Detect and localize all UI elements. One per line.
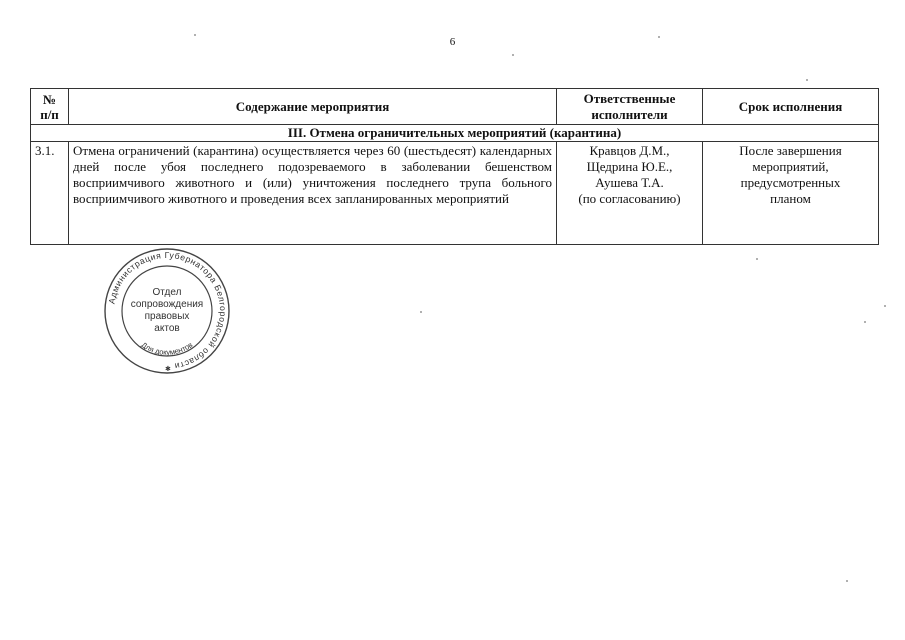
table-row bbox=[31, 142, 879, 245]
scan-dot bbox=[884, 305, 886, 307]
scan-dot bbox=[806, 79, 808, 81]
row-num: 3.1. bbox=[31, 142, 69, 245]
section-row bbox=[31, 125, 879, 142]
term-line: планом bbox=[770, 191, 811, 206]
stamp-star-icon: ✱ bbox=[165, 365, 171, 373]
stamp-center-line: актов bbox=[154, 323, 180, 334]
term-line: предусмотренных bbox=[740, 175, 841, 190]
scan-dot bbox=[864, 321, 866, 323]
header-responsible bbox=[557, 89, 703, 125]
scan-dot bbox=[658, 36, 660, 38]
scan-dot bbox=[194, 34, 196, 36]
row-responsible bbox=[557, 142, 703, 245]
scan-dot bbox=[512, 54, 514, 56]
row-term bbox=[703, 142, 879, 245]
section-title: III. Отмена ограничительных мероприятий (карантина) bbox=[31, 125, 879, 142]
stamp-center-line: правовых bbox=[144, 311, 190, 322]
header-num-line-2: п/п bbox=[40, 106, 59, 122]
header-responsible-line-2: исполнители bbox=[591, 106, 668, 122]
stamp-center-line: сопровождения bbox=[130, 299, 204, 310]
table-header-row bbox=[31, 89, 879, 125]
scan-dot bbox=[420, 311, 422, 313]
stamp-center-line: Отдел bbox=[152, 287, 182, 298]
header-num-line-1: № bbox=[42, 91, 57, 107]
responsible-line: (по согласованию) bbox=[578, 191, 681, 206]
stamp-inner-text: Для документов bbox=[139, 340, 195, 357]
row-content: Отмена ограничений (карантина) осуществляется через 60 (шестьдесят) календарных дней после убоя последнего подозреваемого в заболевании бешенством восприимчивого животного и (или) уничтожения последнего трупа больного восприимчивого животного и проведения всех запланированных мероприятий bbox=[69, 142, 557, 245]
header-term: Срок исполнения bbox=[703, 89, 879, 125]
plan-table bbox=[30, 88, 879, 245]
stamp-center bbox=[103, 247, 231, 375]
header-num bbox=[31, 89, 69, 125]
scan-dot bbox=[756, 258, 758, 260]
term-line: После завершения bbox=[739, 143, 842, 158]
scan-dot bbox=[846, 580, 848, 582]
responsible-line: Щедрина Ю.Е., bbox=[586, 159, 673, 174]
stamp-outer-text: Администрация Губернатора Белгородской области bbox=[106, 249, 229, 372]
responsible-line: Аушева Т.А. bbox=[595, 175, 664, 190]
term-line: мероприятий, bbox=[752, 159, 829, 174]
responsible-line: Кравцов Д.М., bbox=[589, 143, 670, 158]
header-content: Содержание мероприятия bbox=[69, 89, 557, 125]
official-stamp bbox=[103, 247, 231, 375]
page-number: 6 bbox=[449, 36, 456, 48]
header-responsible-line-1: Ответственные bbox=[583, 90, 676, 106]
